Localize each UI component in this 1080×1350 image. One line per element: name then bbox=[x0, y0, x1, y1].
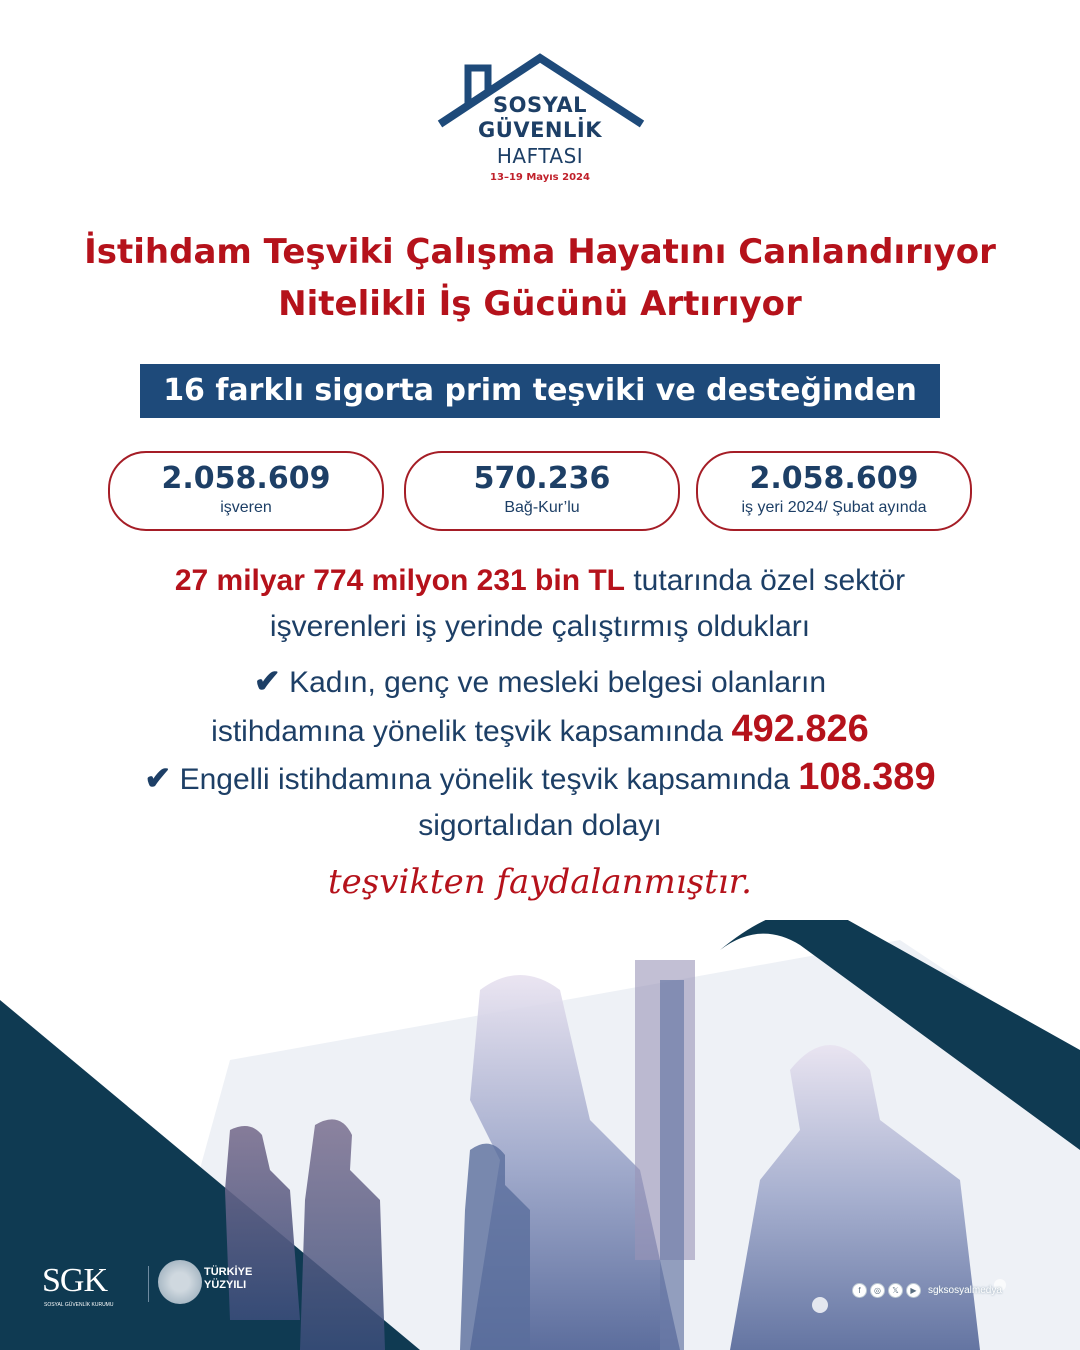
bullet-women-youth bbox=[0, 658, 1080, 755]
bullet-2-last-line: sigortalıdan dolayı bbox=[418, 809, 662, 842]
amount-line-2: işverenleri iş yerinde çalıştırmış oldukları bbox=[269, 610, 811, 643]
subtitle-band: 16 farklı sigorta prim teşviki ve desteğinden bbox=[140, 364, 940, 418]
headline bbox=[0, 226, 1080, 330]
amount-paragraph bbox=[0, 558, 1080, 650]
sgk-logo: SGK bbox=[42, 1262, 108, 1299]
amount-suffix: tutarında özel sektör bbox=[625, 564, 906, 597]
logo-line-sosyal: SOSYAL bbox=[493, 93, 587, 117]
stat-label: iş yeri 2024/ Şubat ayında bbox=[741, 499, 927, 516]
sosyal-guvenlik-haftasi-logo bbox=[430, 50, 650, 195]
sgk-logo-subtitle: SOSYAL GÜVENLİK KURUMU bbox=[44, 1302, 114, 1308]
social-bar bbox=[852, 1283, 1002, 1298]
bullet-2-text: Engelli istihdamına yönelik teşvik kapsamında bbox=[179, 763, 799, 796]
x-twitter-icon[interactable]: 𝕏 bbox=[888, 1283, 903, 1298]
stat-card-bagkur bbox=[404, 451, 680, 531]
bullet-2-value: 108.389 bbox=[798, 756, 936, 798]
stat-card-employers bbox=[108, 451, 384, 531]
bullet-1-line-2: istihdamına yönelik teşvik kapsamında bbox=[211, 715, 732, 748]
turkiye-yuzyili-line-2: YÜZYILI bbox=[204, 1279, 247, 1291]
stat-card-workplaces bbox=[696, 451, 972, 531]
bullet-1-line-1: Kadın, genç ve mesleki belgesi olanların bbox=[289, 666, 827, 699]
logo-line-guvenlik: GÜVENLİK bbox=[478, 118, 602, 142]
stat-label: işveren bbox=[220, 499, 272, 516]
stat-value: 570.236 bbox=[473, 461, 611, 496]
stat-label: Bağ-Kur’lu bbox=[504, 499, 580, 516]
stat-value: 2.058.609 bbox=[161, 461, 331, 496]
social-handle: sgksosyalmedya bbox=[928, 1285, 1002, 1296]
facebook-icon[interactable]: f bbox=[852, 1283, 867, 1298]
stat-value: 2.058.609 bbox=[749, 461, 919, 496]
logo-line-haftasi: HAFTASI bbox=[496, 144, 584, 168]
bullet-1-value: 492.826 bbox=[731, 708, 869, 750]
logo-divider bbox=[148, 1266, 149, 1302]
headline-line-1: İstihdam Teşviki Çalışma Hayatını Canlandırıyor bbox=[84, 232, 996, 272]
headline-line-2: Nitelikli İş Gücünü Artırıyor bbox=[278, 284, 802, 324]
turkiye-yuzyili-line-1: TÜRKİYE bbox=[204, 1266, 253, 1278]
amount-value: 27 milyar 774 milyon 231 bin TL bbox=[174, 564, 626, 597]
turkiye-yuzyili-logo bbox=[204, 1266, 252, 1292]
logo-dates: 13–19 Mayıs 2024 bbox=[490, 172, 590, 183]
youtube-icon[interactable]: ▶ bbox=[906, 1283, 921, 1298]
check-icon: ✔ bbox=[144, 760, 172, 796]
check-icon: ✔ bbox=[253, 663, 281, 699]
bullet-disabled bbox=[0, 754, 1080, 849]
closing-script-text: teşvikten faydalanmıştır. bbox=[328, 862, 752, 902]
crescent-star-icon bbox=[158, 1260, 202, 1304]
instagram-icon[interactable]: ◎ bbox=[870, 1283, 885, 1298]
